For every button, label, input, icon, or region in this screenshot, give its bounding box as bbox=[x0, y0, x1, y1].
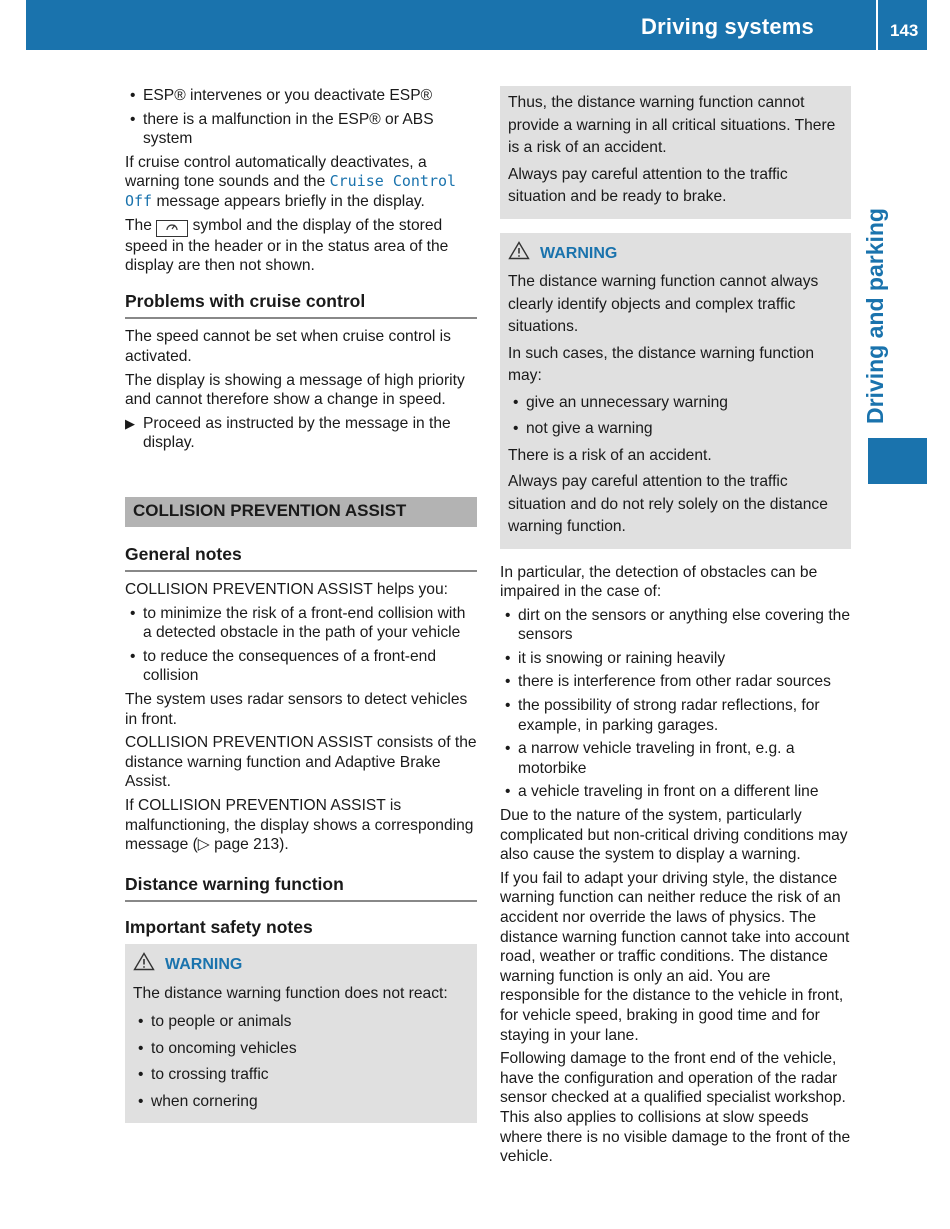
text: If cruise control automatically deactivates, a warning tone sounds and the bbox=[125, 153, 427, 191]
list-item: • it is snowing or raining heavily bbox=[500, 649, 851, 669]
speedometer-icon bbox=[156, 220, 188, 237]
paragraph: In such cases, the distance warning function may: bbox=[508, 344, 814, 384]
list-item: • there is a malfunction in the ESP® or ABS system bbox=[125, 110, 477, 149]
side-tab-label: Driving and parking bbox=[862, 208, 888, 424]
section-banner: COLLISION PREVENTION ASSIST bbox=[125, 497, 477, 527]
paragraph: The distance warning function cannot always clearly identify objects and complex traffic situations. bbox=[508, 273, 819, 335]
list-item: • a vehicle traveling in front on a different line bbox=[500, 782, 851, 802]
paragraph bbox=[125, 153, 477, 212]
action-item bbox=[125, 414, 477, 453]
warning-title bbox=[508, 241, 843, 268]
list-item: • to minimize the risk of a front-end collision with a detected obstacle in the path of your vehicle bbox=[125, 604, 477, 643]
list-item: • to reduce the consequences of a front-end collision bbox=[125, 647, 477, 686]
list-item: • ESP® intervenes or you deactivate ESP® bbox=[125, 86, 477, 106]
list-item: • the possibility of strong radar reflections, for example, in parking garages. bbox=[500, 696, 851, 735]
header-bar bbox=[26, 0, 927, 50]
heading-general: General notes bbox=[125, 545, 477, 573]
right-column bbox=[500, 86, 851, 1171]
paragraph: The distance warning function does not react: bbox=[133, 984, 448, 1002]
paragraph: There is a risk of an accident. bbox=[508, 446, 712, 464]
header-divider bbox=[876, 0, 878, 50]
triangle-right-icon: ▶ bbox=[125, 415, 135, 431]
paragraph: If you fail to adapt your driving style, the distance warning function can neither reduce the risk of an accident nor override the laws of physics. The distance warning function cannot take into account road, weather or traffic conditions. The distance warning function is only an aid. You are responsible for the distance to the vehicle in front, for vehicle speed, braking in good time and for staying in your lane. bbox=[500, 869, 850, 1044]
text: WARNING bbox=[165, 956, 243, 973]
list-item: • give an unnecessary warning bbox=[508, 392, 843, 415]
paragraph: Following damage to the front end of the vehicle, have the configuration and operation of the radar sensor checked at a qualified specialist workshop. This also applies to collisions at slow speeds where there is no visible damage to the front of the vehicle. bbox=[500, 1050, 851, 1166]
left-column bbox=[125, 86, 477, 1137]
warning-title bbox=[133, 952, 469, 979]
side-tab-marker bbox=[868, 438, 927, 484]
info-box bbox=[500, 86, 851, 219]
page-number: 143 bbox=[890, 21, 919, 40]
list-item: • dirt on the sensors or anything else covering the sensors bbox=[500, 606, 851, 645]
display-message: Cruise Control Off bbox=[125, 172, 457, 210]
list-item: • to crossing traffic bbox=[133, 1064, 469, 1087]
list-item: • to people or animals bbox=[133, 1011, 469, 1034]
paragraph: Due to the nature of the system, particularly complicated but non-critical driving conditions may also cause the system to display a warning. bbox=[500, 807, 848, 864]
warning-icon bbox=[508, 241, 530, 268]
text: message appears briefly in the display. bbox=[156, 192, 425, 210]
section-title: Driving systems bbox=[641, 14, 814, 39]
text: Proceed as instructed by the message in the display. bbox=[143, 414, 451, 452]
list-item: • there is interference from other radar sources bbox=[500, 672, 851, 692]
heading-safety: Important safety notes bbox=[125, 917, 313, 938]
warning-icon bbox=[133, 952, 155, 979]
heading-distance: Distance warning function bbox=[125, 875, 477, 903]
heading-problems: Problems with cruise control bbox=[125, 292, 477, 320]
paragraph: The display is showing a message of high priority and cannot therefore show a change in speed. bbox=[125, 371, 465, 409]
paragraph: If COLLISION PREVENTION ASSIST is malfunctioning, the display shows a corresponding message (▷ page 213). bbox=[125, 797, 474, 854]
paragraph bbox=[125, 216, 477, 276]
paragraph: COLLISION PREVENTION ASSIST helps you: bbox=[125, 581, 448, 599]
paragraph: COLLISION PREVENTION ASSIST consists of the distance warning function and Adaptive Brake Assist. bbox=[125, 734, 477, 791]
list-item: • not give a warning bbox=[508, 418, 843, 441]
text: The bbox=[125, 216, 152, 234]
list-item: • a narrow vehicle traveling in front, e.g. a motorbike bbox=[500, 739, 851, 778]
paragraph: Always pay careful attention to the traffic situation and be ready to brake. bbox=[508, 165, 788, 205]
paragraph: The speed cannot be set when cruise control is activated. bbox=[125, 328, 451, 365]
list-item: • when cornering bbox=[133, 1091, 469, 1114]
warning-box bbox=[125, 944, 477, 1123]
paragraph: Always pay careful attention to the traffic situation and do not rely solely on the distance warning function. bbox=[508, 473, 828, 535]
paragraph: Thus, the distance warning function cannot provide a warning in all critical situations. There is a risk of an accident. bbox=[508, 94, 836, 156]
text: symbol and the display of the stored speed in the header or in the status area of the display are then not shown. bbox=[125, 216, 449, 275]
list-item: • to oncoming vehicles bbox=[133, 1038, 469, 1061]
text: WARNING bbox=[540, 244, 618, 262]
paragraph: The system uses radar sensors to detect vehicles in front. bbox=[125, 691, 468, 728]
warning-box bbox=[500, 233, 851, 549]
paragraph: In particular, the detection of obstacles can be impaired in the case of: bbox=[500, 563, 818, 601]
